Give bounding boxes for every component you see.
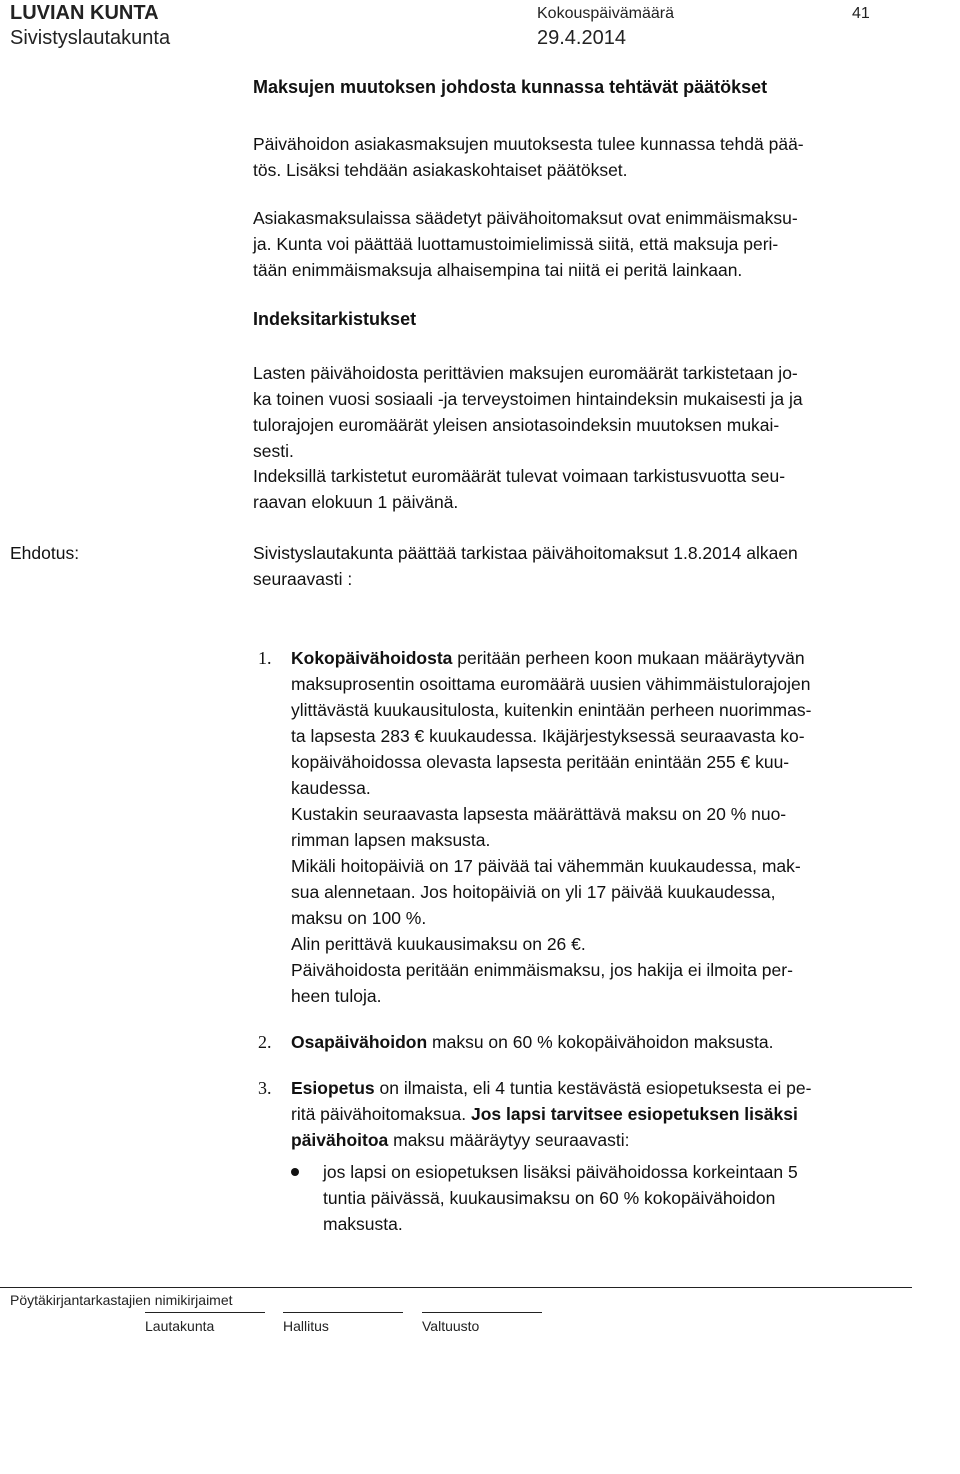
- footer-title: Pöytäkirjantarkastajien nimikirjaimet: [10, 1292, 233, 1308]
- section-title: Maksujen muutoksen johdosta kunnassa tehtävät päätökset: [253, 77, 768, 97]
- text-line: Päivähoidon asiakasmaksujen muutoksesta tulee kunnassa tehdä pää-: [253, 134, 804, 154]
- meeting-date: 29.4.2014: [537, 27, 626, 49]
- text-line: rimman lapsen maksusta.: [291, 830, 491, 850]
- signature-line: [283, 1312, 403, 1313]
- text-line: tulorajojen euromäärät yleisen ansiotasoindeksin muutoksen mukai-: [253, 415, 780, 435]
- item-number: 1.: [258, 648, 272, 668]
- text-line: [291, 1101, 958, 1127]
- signature-hallitus: Hallitus: [283, 1318, 329, 1334]
- proposal-text: [253, 540, 957, 592]
- list-item: [253, 645, 958, 1009]
- text-line: kopäivähoidossa olevasta lapsesta peritään enintään 255 € kuu-: [291, 752, 790, 772]
- text-line: maksuprosentin osoittama euromäärä uusien vähimmäistulorajojen: [291, 674, 811, 694]
- paragraph-max-fees: [253, 205, 953, 283]
- text-line: maksusta.: [323, 1214, 403, 1234]
- text-line: heen tuloja.: [291, 986, 382, 1006]
- proposal-label: Ehdotus:: [10, 543, 80, 563]
- text-line: [291, 645, 958, 671]
- text-line: tään enimmäismaksuja alhaisempina tai niitä ei peritä lainkaan.: [253, 260, 743, 280]
- text-line: kaudessa.: [291, 778, 371, 798]
- page-number: 41: [852, 5, 870, 22]
- meeting-date-label: Kokouspäivämäärä: [537, 5, 674, 22]
- paragraph-index: [253, 360, 957, 464]
- text-line: tuntia päivässä, kuukausimaksu on 60 % kokopäivähoidon: [323, 1188, 776, 1208]
- text-line: Mikäli hoitopäiviä on 17 päivää tai vähemmän kuukaudessa, mak-: [291, 856, 801, 876]
- text-line: [291, 1127, 958, 1153]
- text-line: sua alennetaan. Jos hoitopäiviä on yli 17 päivää kuukaudessa,: [291, 882, 776, 902]
- text-line: Sivistyslautakunta päättää tarkistaa päivähoitomaksut 1.8.2014 alkaen: [253, 543, 798, 563]
- text-line: raavan elokuun 1 päivänä.: [253, 492, 459, 512]
- text-line: Asiakasmaksulaissa säädetyt päivähoitomaksut ovat enimmäismaksu-: [253, 208, 798, 228]
- text-span: ritä päivähoitomaksua.: [291, 1104, 471, 1124]
- text-line: Päivähoidosta peritään enimmäismaksu, jos hakija ei ilmoita per-: [291, 960, 793, 980]
- text-span: maksu määräytyy seuraavasti:: [388, 1130, 630, 1150]
- item-number: 3.: [258, 1078, 272, 1098]
- bold-term: Kokopäivähoidosta: [291, 648, 453, 668]
- signature-lautakunta: Lautakunta: [145, 1318, 215, 1334]
- bold-term: Jos lapsi tarvitsee esiopetuksen lisäksi: [470, 1104, 798, 1124]
- text-line: [291, 1029, 958, 1055]
- bullet-text: [323, 1159, 959, 1237]
- text-line: seuraavasti :: [253, 569, 353, 589]
- bold-term: Osapäivähoidon: [291, 1032, 428, 1052]
- text-line: ta lapsesta 283 € kuukaudessa. Ikäjärjestyksessä seuraavasta ko-: [291, 726, 805, 746]
- bullet-icon: [291, 1168, 299, 1176]
- text-line: ylittävästä kuukausitulosta, kuitenkin enintään perheen nuorimmas-: [291, 700, 812, 720]
- board-name: Sivistyslautakunta: [10, 27, 171, 49]
- text-line: jos lapsi on esiopetuksen lisäksi päivähoidossa korkeintaan 5: [323, 1162, 798, 1182]
- signature-line: [145, 1312, 265, 1313]
- text-line: Alin perittävä kuukausimaksu on 26 €.: [291, 934, 586, 954]
- bold-term: päivähoitoa: [291, 1130, 389, 1150]
- index-heading: Indeksitarkistukset: [253, 309, 417, 329]
- text-line: ka toinen vuosi sosiaali -ja terveystoimen hintaindeksin mukaisesti ja ja: [253, 389, 803, 409]
- text-span: on ilmaista, eli 4 tuntia kestävästä esiopetuksesta ei pe-: [374, 1078, 812, 1098]
- signature-valtuusto: Valtuusto: [422, 1318, 480, 1334]
- text-line: Indeksillä tarkistetut euromäärät tulevat voimaan tarkistusvuotta seu-: [253, 466, 786, 486]
- organization-name: LUVIAN KUNTA: [10, 2, 159, 24]
- paragraph-decisions: [253, 131, 953, 183]
- text-span: maksu on 60 % kokopäivähoidon maksusta.: [427, 1032, 774, 1052]
- text-line: maksu on 100 %.: [291, 908, 427, 928]
- paragraph-effective: [253, 463, 957, 515]
- text-span: peritään perheen koon mukaan määräytyvän: [452, 648, 805, 668]
- text-line: tös. Lisäksi tehdään asiakaskohtaiset päätökset.: [253, 160, 628, 180]
- signature-line: [422, 1312, 542, 1313]
- text-line: Kustakin seuraavasta lapsesta määrättävä maksu on 20 % nuo-: [291, 804, 787, 824]
- text-line: sesti.: [253, 441, 294, 461]
- footer-divider: [0, 1287, 912, 1288]
- list-item: [253, 1075, 958, 1153]
- text-line: ja. Kunta voi päättää luottamustoimielimissä siitä, että maksuja peri-: [253, 234, 779, 254]
- fee-list: [253, 645, 958, 1173]
- text-line: Lasten päivähoidosta perittävien maksujen euromäärät tarkistetaan jo-: [253, 363, 798, 383]
- list-item: [253, 1029, 958, 1055]
- text-line: [291, 1075, 958, 1101]
- bold-term: Esiopetus: [291, 1078, 375, 1098]
- item-number: 2.: [258, 1032, 272, 1052]
